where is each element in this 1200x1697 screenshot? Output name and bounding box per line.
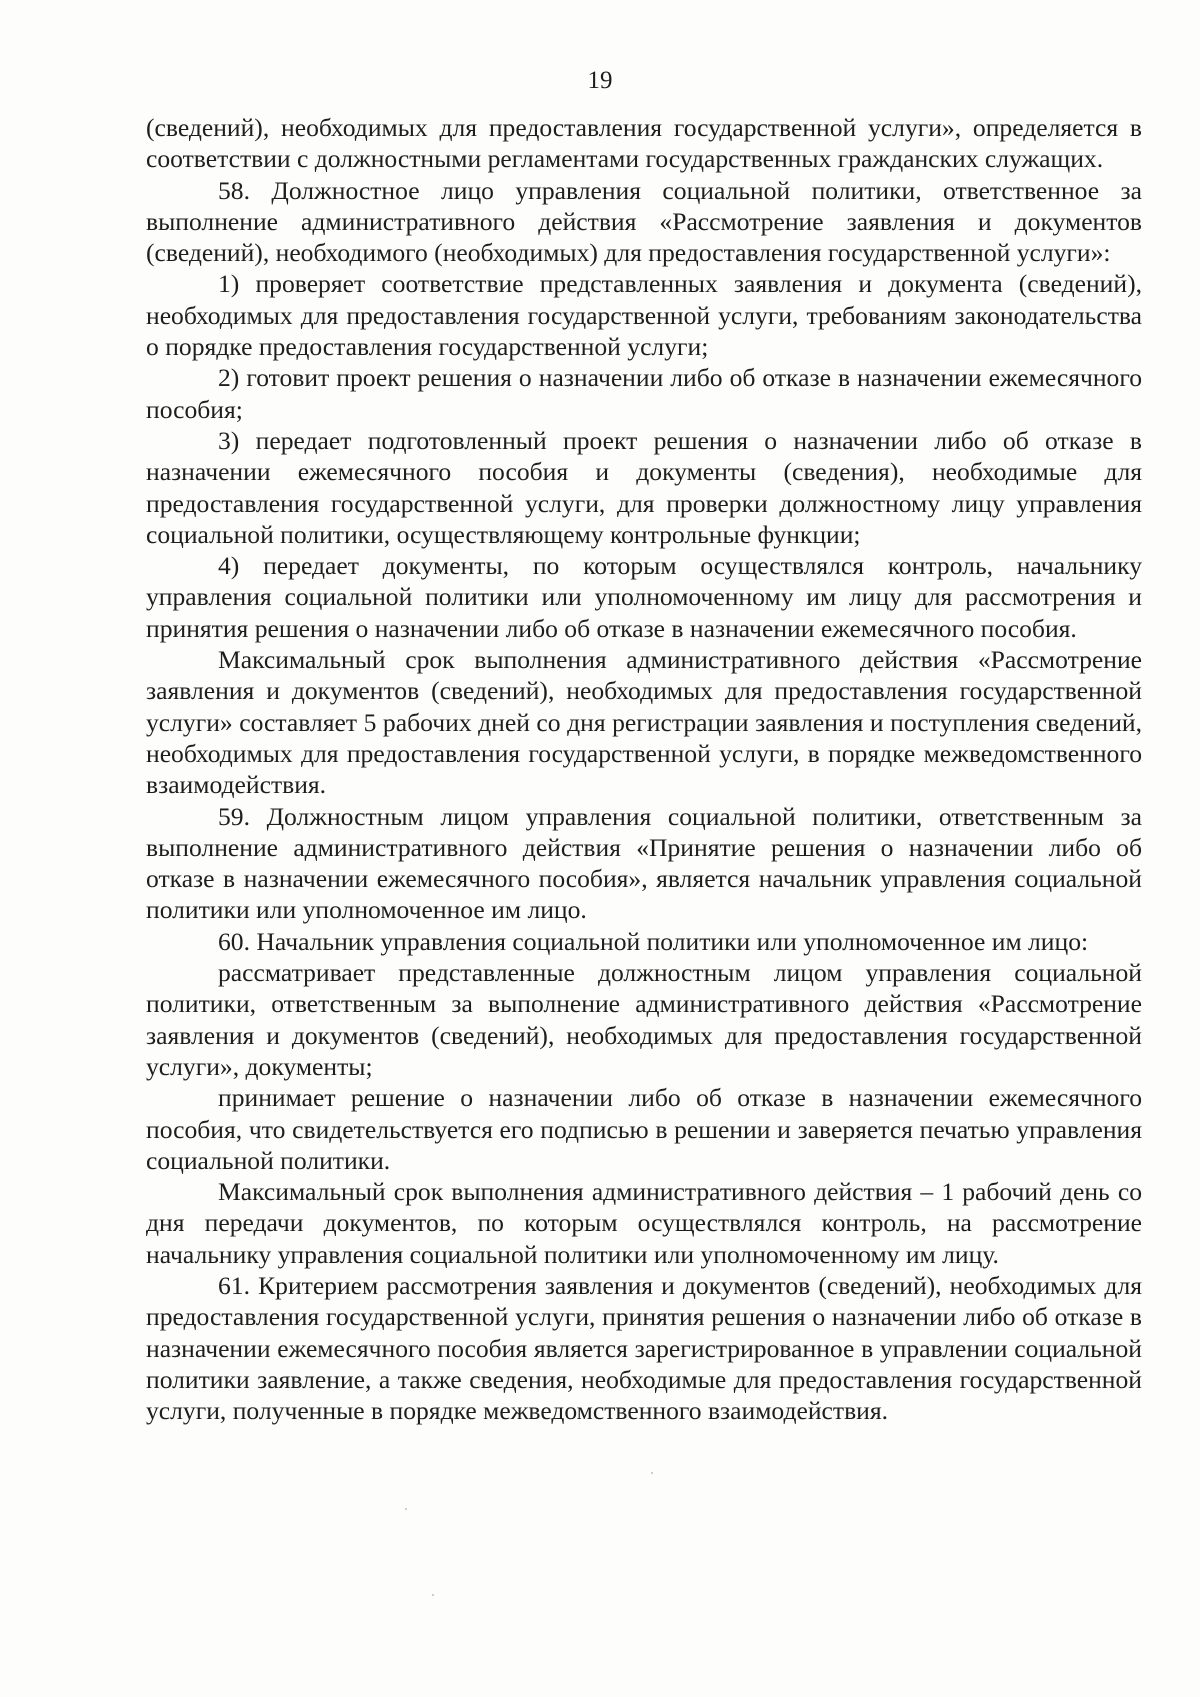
document-body	[146, 112, 1142, 1426]
paragraph-61: 61. Критерием рассмотрения заявления и документов (сведений), необходимых для предоставления государственной услуги, принятия решения о назначении либо об отказе в назначении ежемесячного пособия является зарегистрированное в управлении социальной политики заявление, а также сведения, необходимые для предоставления государственной услуги, полученные в порядке межведомственного взаимодействия.	[146, 1270, 1142, 1426]
paragraph-60-reviews: рассматривает представленные должностным лицом управления социальной политики, ответственным за выполнение административного действия «Рассмотрение заявления и документов (сведений), необходимых для предоставления государственной услуги», документы;	[146, 958, 1142, 1081]
paragraph-continuation: (сведений), необходимых для предоставления государственной услуги», определяется в соответствии с должностными регламентами государственных гражданских служащих.	[146, 113, 1142, 174]
paragraph-59: 59. Должностным лицом управления социальной политики, ответственным за выполнение административного действия «Принятие решения о назначении либо об отказе в назначении ежемесячного пособия», является начальник управления социальной политики или уполномоченное им лицо.	[146, 801, 1142, 925]
scan-speck	[651, 1472, 653, 1474]
list-item-3: 3) передает подготовленный проект решения о назначении либо об отказе в назначении ежемесячного пособия и документы (сведения), необходимые для предоставления государственной услуги, для проверки должностному лицу управления социальной политики, осуществляющему контрольные функции;	[146, 425, 1142, 549]
page-number: 19	[587, 67, 613, 94]
scan-speck	[405, 1508, 407, 1510]
paragraph-60: 60. Начальник управления социальной политики или уполномоченное им лицо:	[218, 926, 1089, 956]
list-item-4: 4) передает документы, по которым осуществлялся контроль, начальнику управления социальной политики или уполномоченному им лицу для рассмотрения и принятия решения о назначении либо об отказе в назначении ежемесячного пособия.	[146, 551, 1142, 643]
scan-speck	[432, 1594, 434, 1596]
paragraph-58: 58. Должностное лицо управления социальной политики, ответственное за выполнение административного действия «Рассмотрение заявления и документов (сведений), необходимого (необходимых) для предоставления государственной услуги»:	[146, 175, 1142, 268]
paragraph-60-decides: принимает решение о назначении либо об отказе в назначении ежемесячного пособия, что свидетельствуется его подписью в решении и заверяется печатью управления социальной политики.	[146, 1083, 1142, 1175]
list-item-2: 2) готовит проект решения о назначении либо об отказе в назначении ежемесячного пособия;	[146, 363, 1142, 424]
paragraph-max-term-5-days: Максимальный срок выполнения административного действия «Рассмотрение заявления и документов (сведений), необходимых для предоставления государственной услуги» составляет 5 рабочих дней со дня регистрации заявления и поступления сведений, необходимых для предоставления государственной услуги, в порядке межведомственного взаимодействия.	[146, 645, 1142, 800]
list-item-1: 1) проверяет соответствие представленных заявления и документа (сведений), необходимых для предоставления государственной услуги, требованиям законодательства о порядке предоставления государственной услуги;	[146, 269, 1142, 362]
paragraph-max-term-1-day: Максимальный срок выполнения административного действия – 1 рабочий день со дня передачи документов, по которым осуществлялся контроль, на рассмотрение начальнику управления социальной политики или уполномоченному им лицу.	[146, 1177, 1142, 1269]
